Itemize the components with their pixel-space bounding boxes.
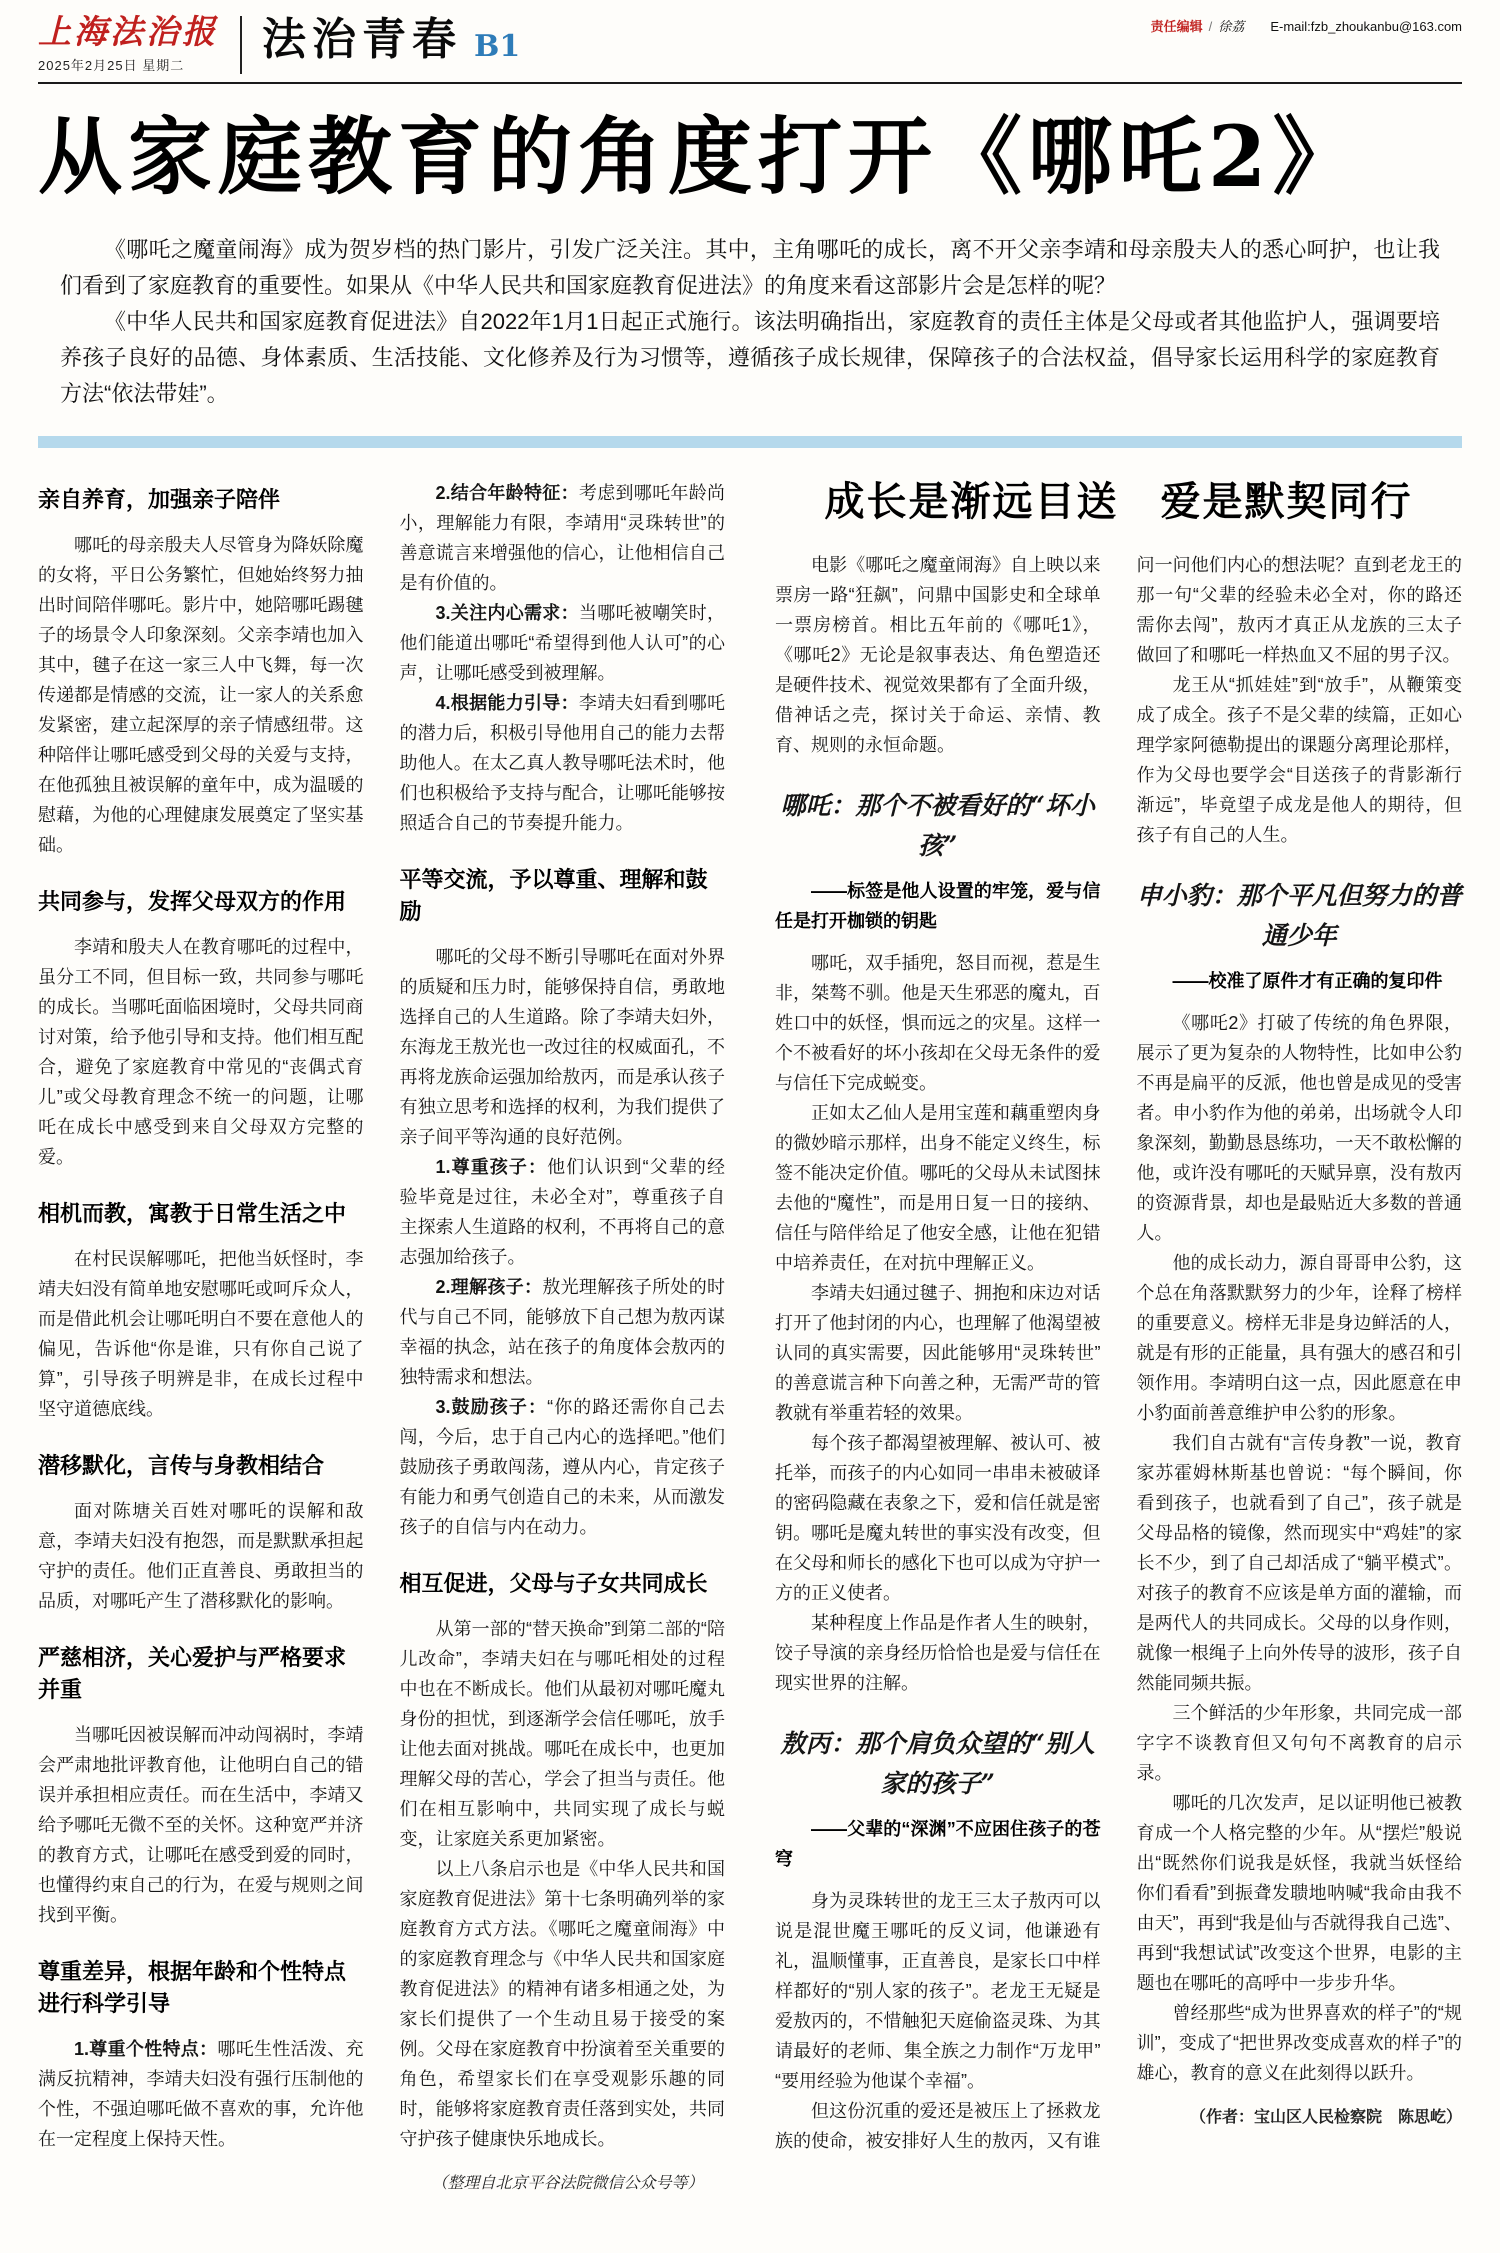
masthead-divider (240, 16, 242, 74)
body-paragraph: 正如太乙仙人是用宝莲和藕重塑肉身的微妙暗示那样，出身不能定义终生，标签不能决定价值。哪吒的父母从未试图抹去他的“魔性”，而是用日复一日的接纳、信任与陪伴给足了他安全感，让他在犯错中培养责任，在对抗中理解正义。 (775, 1103, 1101, 1274)
masthead-rule (38, 82, 1462, 84)
body-paragraph: 当哪吒因被误解而冲动闯祸时，李靖会严肃地批评教育他，让他明白自己的错误并承担相应责任。而在生活中，李靖又给予哪吒无微不至的关怀。这种宽严并济的教育方式，让哪吒在感受到爱的同时，也懂得约束自己的行为，在爱与规则之间找到平衡。 (38, 1725, 364, 1926)
masthead (38, 10, 1462, 74)
body-paragraph: 哪吒的母亲殷夫人尽管身为降妖除魔的女将，平日公务繁忙，但她始终努力抽出时间陪伴哪吒。影片中，她陪哪吒踢毽子的场景令人印象深刻。父亲李靖也加入其中，毽子在这一家三人中飞舞，每一次传递都是情感的交流，让一家人的关系愈发紧密，建立起深厚的亲子情感纽带。这种陪伴让哪吒感受到父母的关爱与支持，在他孤独且被误解的童年中，成为温暖的慰藉，为他的心理健康发展奠定了坚实基础。 (38, 535, 364, 856)
section-block (262, 14, 520, 62)
sub-headline: 申小豹：那个平凡但努力的普通少年 (1136, 881, 1462, 951)
article-headline: 成长是渐远目送 爱是默契同行 (824, 480, 1413, 525)
body-paragraph: 每个孩子都渴望被理解、被认可、被托举，而孩子的内心如同一串串未被破译的密码隐藏在表象之下，爱和信任就是密钥。哪吒是魔丸转世的事实没有改变，但在父母和师长的感化下也可以成为守护一方的正义使者。 (775, 1433, 1101, 1604)
paper-logo-block (38, 14, 218, 74)
section-heading: 相机而教，寓教于日常生活之中 (38, 1201, 347, 1227)
editor-label: 责任编辑 (1150, 19, 1203, 34)
article-family-education (38, 478, 725, 2198)
article-credit: （整理自北京平谷法院微信公众号等） (431, 2175, 704, 2193)
section-heading: 平等交流，予以尊重、理解和鼓励 (399, 867, 708, 925)
section-heading: 共同参与，发挥父母双方的作用 (38, 889, 347, 915)
body-paragraph: 面对陈塘关百姓对哪吒的误解和敌意，李靖夫妇没有抱怨，而是默默承担起守护的责任。他们正直善良、勇敢担当的品质，对哪吒产生了潜移默化的影响。 (38, 1501, 364, 1612)
sub-tagline: ——标签是他人设置的牢笼，爱与信任是打开枷锁的钥匙 (775, 881, 1101, 932)
body-paragraph: 3.鼓励孩子：“你的路还需你自己去闯，今后，忠于自己内心的选择吧。”他们鼓励孩子勇敢闯荡，遵从内心，肯定孩子有能力和勇气创造自己的未来，从而激发孩子的自信与内在动力。 (399, 1397, 725, 1538)
body-paragraph: 2.理解孩子：敖光理解孩子所处的时代与自己不同，能够放下自己想为敖丙谋幸福的执念，站在孩子的角度体会敖丙的独特需求和想法。 (399, 1277, 726, 1388)
intro-paragraph: 电影《哪吒之魔童闹海》自上映以来票房一路“狂飙”，问鼎中国影史和全球单一票房榜首。相比五年前的《哪吒1》，《哪吒2》无论是叙事表达、角色塑造还是硬件技术、视觉效果都有了全面升级，借神话之壳，探讨关于命运、亲情、教育、规则的永恒命题。 (775, 555, 1101, 756)
paper-name: 上海法治报 (38, 12, 218, 51)
sub-headline: 敖丙：那个肩负众望的“别人家的孩子” (780, 1729, 1095, 1799)
editor-email: E-mail:fzb_zhoukanbu@163.com (1270, 19, 1462, 34)
body-paragraph: 李靖夫妇通过毽子、拥抱和床边对话打开了他封闭的内心，也理解了他渴望被认同的真实需要，因此能够用“灵珠转世”的善意谎言种下向善之种，无需严苛的管教就有举重若轻的效果。 (775, 1283, 1101, 1424)
body-paragraph: 哪吒的几次发声，足以证明他已被教育成一个人格完整的少年。从“摆烂”般说出“既然你们说我是妖怪，我就当妖怪给你们看看”到振聋发聩地呐喊“我命由我不由天”，再到“我是仙与否就得我自己选”、再到“我想试试”改变这个世界，电影的主题也在哪吒的高呼中一步步升华。 (1136, 1793, 1462, 1994)
body-paragraph: 4.根据能力引导：李靖夫妇看到哪吒的潜力后，积极引导他用自己的能力去帮助他人。在太乙真人教导哪吒法术时，他们也积极给予支持与配合，让哪吒能够按照适合自己的节奏提升能力。 (399, 693, 725, 834)
body-paragraph: 《哪吒2》打破了传统的角色界限，展示了更为复杂的人物特性，比如申公豹不再是扁平的反派，他也曾是成见的受害者。申小豹作为他的弟弟，出场就令人印象深刻，勤勤恳恳练功，一天不敢松懈的他，或许没有哪吒的天赋异禀，没有敖丙的资源背景，却也是最贴近大多数的普通人。 (1136, 1013, 1462, 1244)
body-paragraph: 龙王从“抓娃娃”到“放手”，从鞭策变成了成全。孩子不是父辈的续篇，正如心理学家阿德勒提出的课题分离理论那样，作为父母也要学会“目送孩子的背影渐行渐远”，毕竟望子成龙是他人的期待，但孩子有自己的人生。 (1136, 675, 1462, 846)
section-heading: 严慈相济，关心爱护与严格要求并重 (38, 1645, 347, 1703)
section-heading: 尊重差异，根据年龄和个性特点进行科学引导 (38, 1959, 347, 2017)
body-paragraph: 身为灵珠转世的龙王三太子敖丙可以说是混世魔王哪吒的反义词，他谦逊有礼，温顺懂事，正直善良，是家长口中样样都好的“别人家的孩子”。老龙王无疑是爱敖丙的，不惜触犯天庭偷盗灵珠、为其请最好的老师、集全族之力制作“万龙甲”“要用经验为他谋个幸福”。 (775, 1891, 1101, 2092)
section-divider-bar (38, 436, 1462, 448)
body-paragraph: 李靖和殷夫人在教育哪吒的过程中，虽分工不同，但目标一致，共同参与哪吒的成长。当哪吒面临困境时，父母共同商讨对策，给予他引导和支持。他们相互配合，避免了家庭教育中常见的“丧偶式育儿”或父母教育理念不统一的问题，让哪吒在成长中感受到来自父母双方完整的爱。 (38, 937, 364, 1168)
body-paragraph: 我们自古就有“言传身教”一说，教育家苏霍姆林斯基也曾说：“每个瞬间，你看到孩子，也就看到了自己”，孩子就是父母品格的镜像，然而现实中“鸡娃”的家长不少，到了自己却活成了“躺平模式”。对孩子的教育不应该是单方面的灌输，而是两代人的共同成长。父母的以身作则，就像一根绳子上向外传导的波形，孩子自然能同频共振。 (1136, 1433, 1462, 1694)
body-paragraph: 以上八条启示也是《中华人民共和国家庭教育促进法》第十七条明确列举的家庭教育方式方法。《哪吒之魔童闹海》中的家庭教育理念与《中华人民共和国家庭教育促进法》的精神有诸多相通之处，为家长们提供了一个生动且易于接受的案例。父母在家庭教育中扮演着至关重要的角色，希望家长们在享受观影乐趣的同时，能够将家庭教育责任落到实处，共同守护孩子健康快乐地成长。 (399, 1859, 725, 2150)
body-paragraph: 三个鲜活的少年形象，共同完成一部字字不谈教育但又句句不离教育的启示录。 (1136, 1703, 1462, 1784)
issue-date: 2025年2月25日 星期二 (38, 58, 185, 74)
body-paragraph: 某种程度上作品是作者人生的映射，饺子导演的亲身经历恰恰也是爱与信任在现实世界的注解。 (775, 1613, 1101, 1694)
editor-info (1151, 14, 1462, 35)
body-paragraph: 2.结合年龄特征：考虑到哪吒年龄尚小，理解能力有限，李靖用“灵珠转世”的善意谎言来增强他的信心，让他相信自己是有价值的。 (399, 483, 725, 594)
article-credit: （作者：宝山区人民检察院 陈思屹） (1189, 2109, 1462, 2127)
lead-paragraph: 《哪吒之魔童闹海》成为贺岁档的热门影片，引发广泛关注。其中，主角哪吒的成长，离不开父亲李靖和母亲殷夫人的悉心呵护，也让我们看到了家庭教育的重要性。如果从《中华人民共和国家庭教育促进法》的角度来看这部影片会是怎样的呢？ (60, 237, 1440, 299)
body-paragraph: 哪吒的父母不断引导哪吒在面对外界的质疑和压力时，能够保持自信，勇敢地选择自己的人生道路。除了李靖夫妇外，东海龙王敖光也一改过往的权威面孔，不再将龙族命运强加给敖丙，而是承认孩子有独立思考和选择的权利，为我们提供了亲子间平等沟通的良好范例。 (399, 947, 725, 1148)
body-paragraph: 他的成长动力，源自哥哥申公豹，这个总在角落默默努力的少年，诠释了榜样的重要意义。榜样无非是身边鲜活的人，就是有形的正能量，具有强大的感召和引领作用。李靖明白这一点，因此愿意在申小豹面前善意维护申公豹的形象。 (1136, 1253, 1462, 1424)
body-paragraph: 1.尊重个性特点：哪吒生性活泼、充满反抗精神，李靖夫妇没有强行压制他的个性，不强迫哪吒做不喜欢的事，允许他在一定程度上保持天性。 (38, 2039, 364, 2150)
section-heading: 亲自养育，加强亲子陪伴 (38, 487, 281, 513)
body-paragraph: 从第一部的“替天换命”到第二部的“陪儿改命”，李靖夫妇在与哪吒相处的过程中也在不断成长。他们从最初对哪吒魔丸身份的担忧，到逐渐学会信任哪吒，放手让他去面对挑战。哪吒在成长中，也更加理解父母的苦心，学会了担当与责任。他们在相互影响中，共同实现了成长与蜕变，让家庭关系更加紧密。 (399, 1619, 725, 1850)
body-paragraph: 1.尊重孩子：他们认识到“父辈的经验毕竟是过往，未必全对”，尊重孩子自主探索人生道路的权利，不再将自己的意志强加给孩子。 (399, 1157, 725, 1268)
lead-paragraphs (38, 232, 1462, 412)
page-number: B1 (474, 28, 521, 64)
body-paragraph: 曾经那些“成为世界喜欢的样子”的“规训”，变成了“把世界改变成喜欢的样子”的雄心，教育的意义在此刻得以跃升。 (1136, 2003, 1462, 2084)
lead-paragraph: 《中华人民共和国家庭教育促进法》自2022年1月1日起正式施行。该法明确指出，家庭教育的责任主体是父母或者其他监护人，强调要培养孩子良好的品德、身体素质、生活技能、文化修养及行为习惯等，遵循孩子成长规律，保障孩子的合法权益，倡导家长运用科学的家庭教育方法“依法带娃”。 (60, 309, 1440, 407)
editor-separator: / (1208, 19, 1213, 34)
article-columns (38, 478, 1462, 2198)
body-paragraph: 但这份沉重的爱还是被压上了拯救龙族的使命，被安排好人生的敖丙，又有谁问一问他们内心的想法呢？直到老龙王的那一句“父辈的经验未必全对，你的路还需你去闯”，敖丙才真正从龙族的三太子做回了和哪吒一样热血又不屈的男子汉。 (775, 555, 1462, 2152)
main-headline: 从家庭教育的角度打开《哪吒2》 (38, 107, 1363, 207)
body-paragraph: 在村民误解哪吒，把他当妖怪时，李靖夫妇没有简单地安慰哪吒或呵斥众人，而是借此机会让哪吒明白不要在意他人的偏见，告诉他“你是谁，只有你自己说了算”，引导孩子明辨是非，在成长过程中坚守道德底线。 (38, 1249, 364, 1420)
section-heading: 相互促进，父母与子女共同成长 (399, 1571, 708, 1597)
section-title: 法治青春 (262, 15, 462, 64)
editor-name: 徐荔 (1218, 19, 1245, 34)
article-growth-essay (775, 478, 1462, 2198)
body-paragraph: 3.关注内心需求：当哪吒被嘲笑时，他们能道出哪吒“希望得到他人认可”的心声，让哪吒感受到被理解。 (399, 603, 725, 684)
sub-tagline: ——父辈的“深渊”不应困住孩子的苍穹 (775, 1819, 1101, 1870)
body-paragraph: 哪吒，双手插兜，怒目而视，惹是生非，桀骜不驯。他是天生邪恶的魔丸，百姓口中的妖怪，惧而远之的灾星。这样一个不被看好的坏小孩却在父母无条件的爱与信任下完成蜕变。 (775, 953, 1101, 1094)
sub-headline: 哪吒：那个不被看好的“坏小孩” (780, 791, 1095, 861)
sub-tagline: ——校准了原件才有正确的复印件 (1172, 971, 1443, 992)
section-heading: 潜移默化，言传与身教相结合 (38, 1453, 325, 1479)
